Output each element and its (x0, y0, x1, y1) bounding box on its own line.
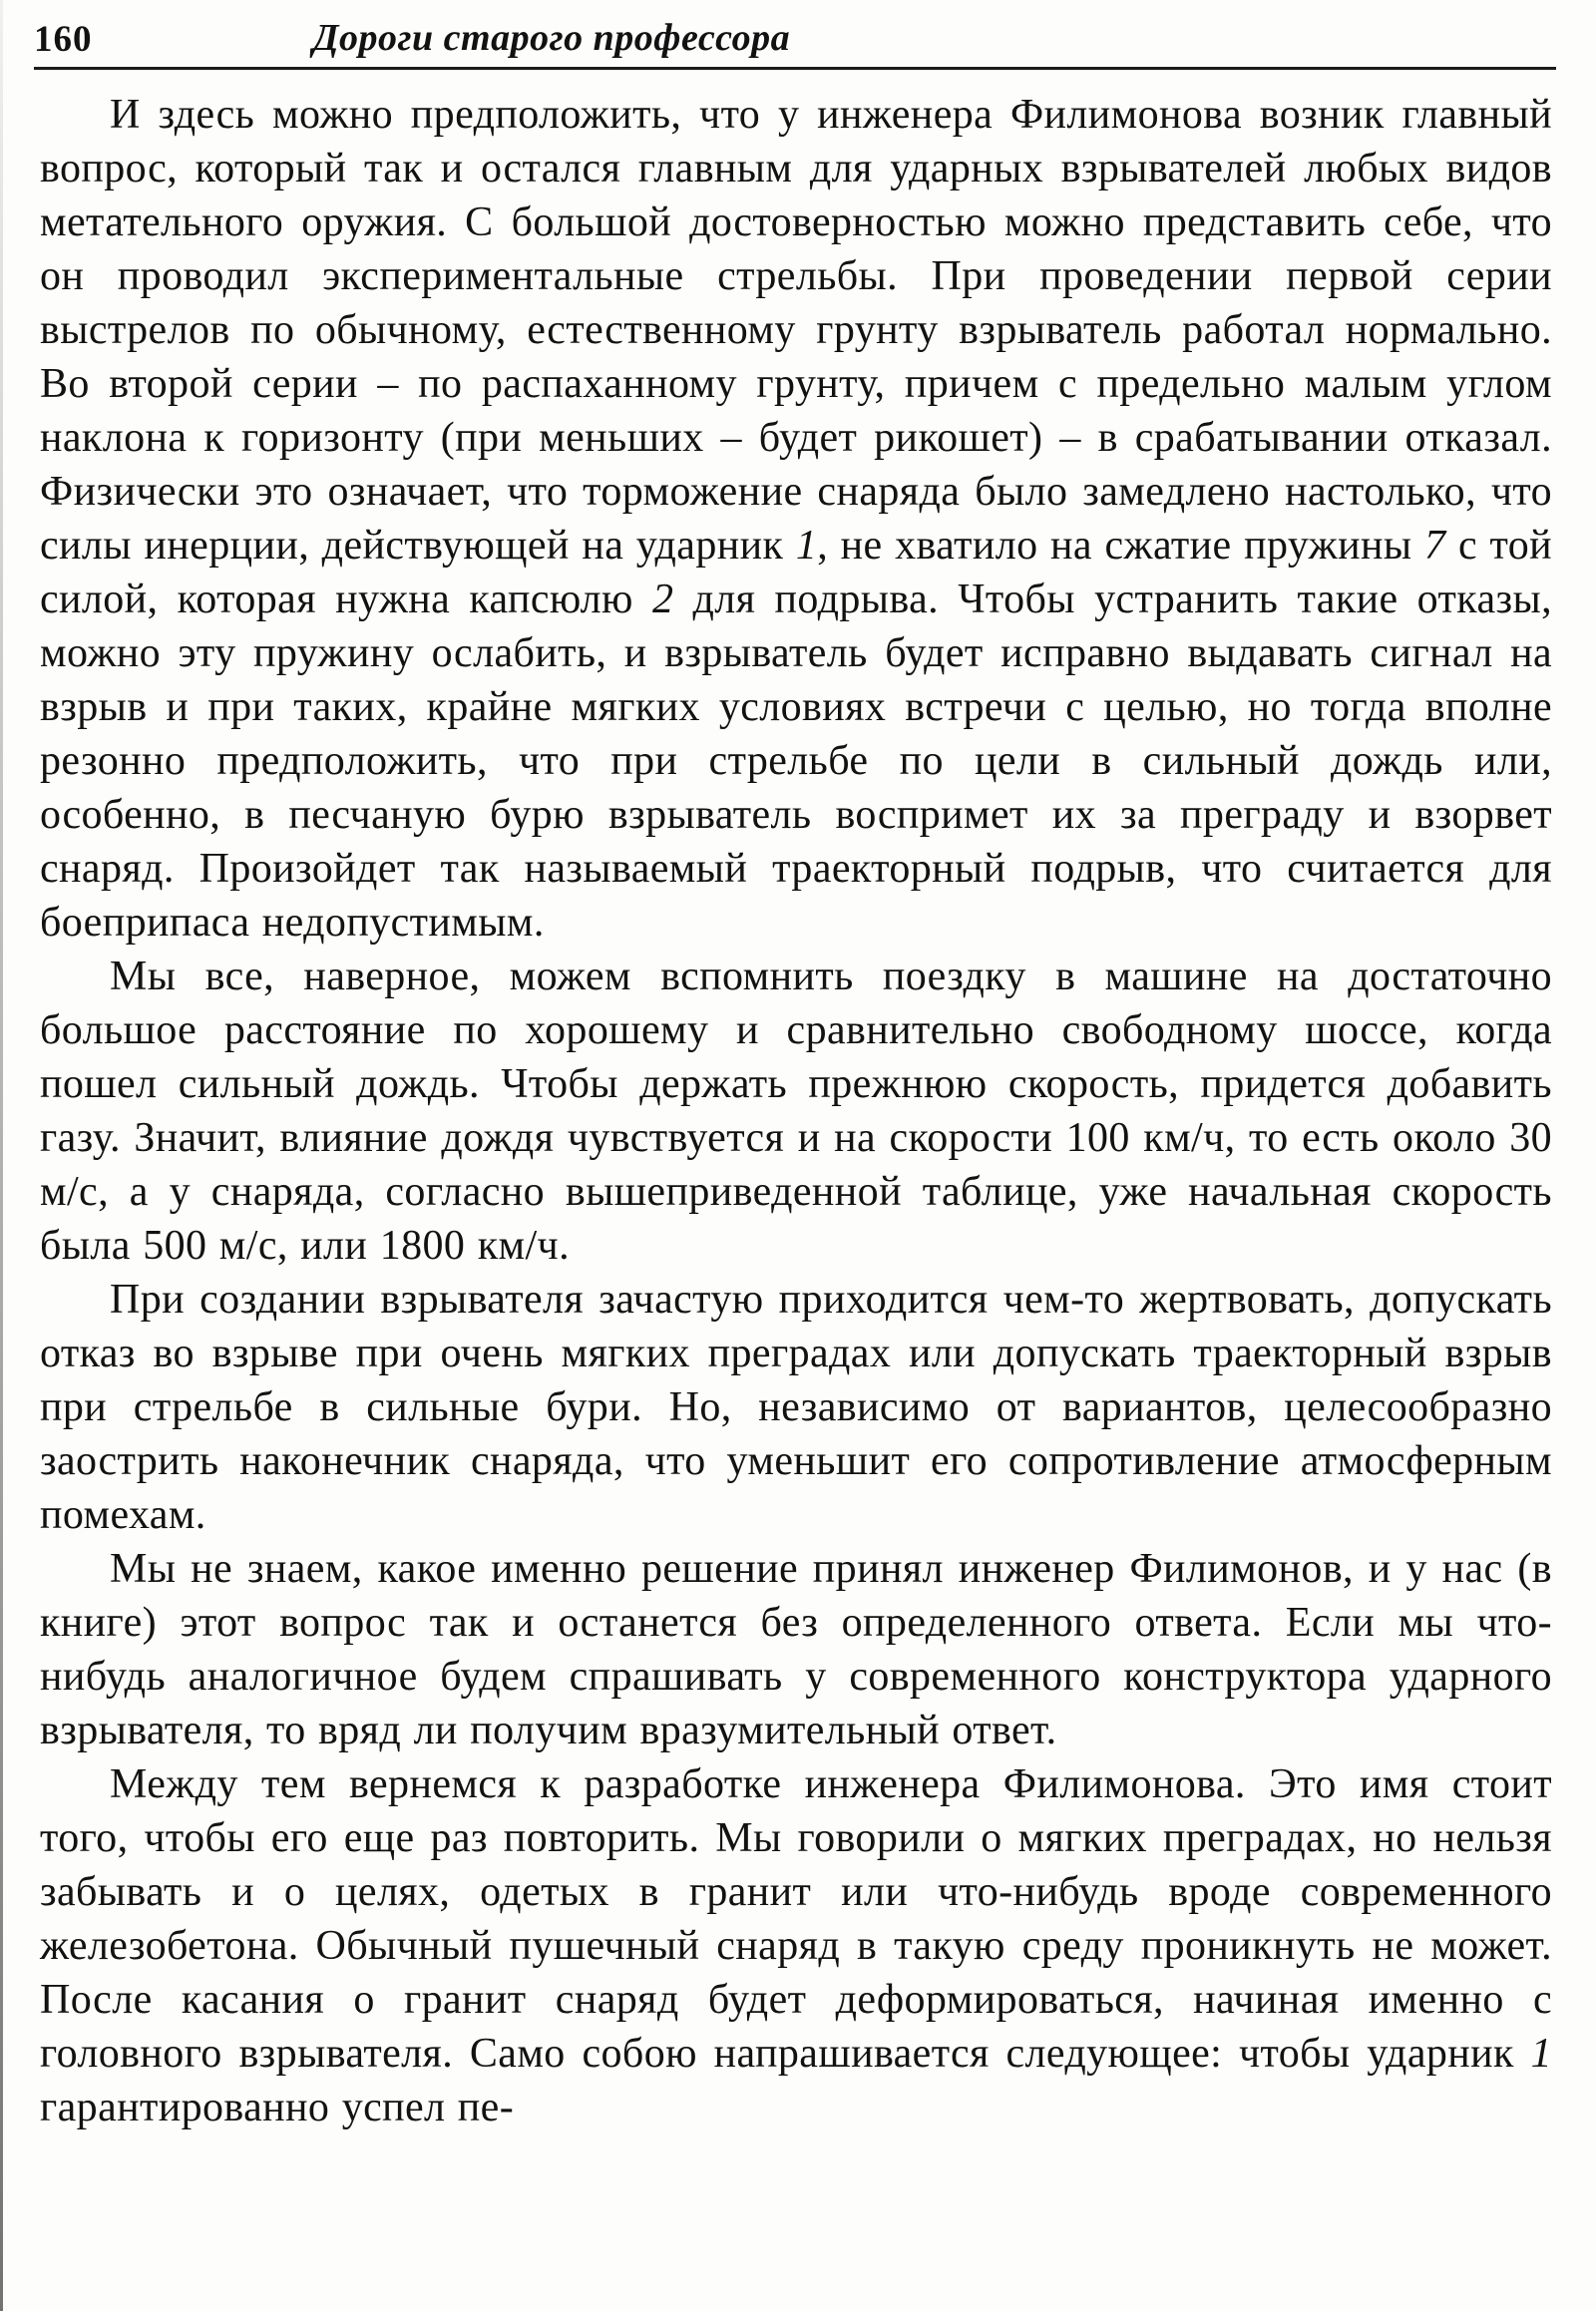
text-run: И здесь можно предположить, что у инженера Филимонова возник главный вопрос, который так и остался главным для ударных взрывателей любых видов метательного оружия. С большой достоверностью можно представить себе, что он проводил экспериментальные стрельбы. При проведении первой серии выстрелов по обычному, естественному грунту взрыватель работал нормально. Во второй серии – по распаханному грунту, причем с предельно малым углом наклона к горизонту (при меньших – будет рикошет) – в срабатывании отказал. Физически это означает, что торможение снаряда было замедлено настолько, что силы инерции, действующей на ударник (40, 92, 1552, 569)
paragraph (40, 1757, 1552, 2134)
text-run: Мы все, наверное, можем вспомнить поездку в машине на достаточно большое расстояние по хорошему и сравнительно свободному шоссе, когда пошел сильный дождь. Чтобы держать прежнюю скорость, придется добавить газу. Значит, влияние дождя чувствуется и на скорости 100 км/ч, то есть около 30 м/с, а у снаряда, согласно вышеприведенной таблице, уже начальная скорость была 500 м/с, или 1800 км/ч. (40, 954, 1552, 1269)
figure-number-ref: 1 (795, 523, 818, 569)
figure-number-ref: 7 (1424, 523, 1446, 569)
figure-number-ref: 2 (651, 577, 674, 622)
page-header (34, 12, 1556, 70)
text-run: для подрыва. Чтобы устранить такие отказы, можно эту пружину ослабить, и взрыватель будет исправно выдавать сигнал на взрыв и при таких, крайне мягких условиях встречи с целью, но тогда вполне резонно предположить, что при стрельбе по цели в сильный дождь или, особенно, в песчаную бурю взрыватель воспримет их за преграду и взорвет снаряд. Произойдет так называемый траекторный подрыв, что считается для боеприпаса недопустимым. (40, 577, 1552, 946)
text-run: гарантированно успел пе- (40, 2085, 515, 2130)
paragraph (40, 1273, 1552, 1542)
paragraph (40, 950, 1552, 1273)
paragraph (40, 1542, 1552, 1757)
paragraph (40, 88, 1552, 950)
figure-number-ref: 1 (1530, 2031, 1552, 2077)
text-run: Мы не знаем, какое именно решение принял инженер Филимонов, и у нас (в книге) этот вопрос так и останется без определенного ответа. Если мы что-нибудь аналогичное будем спрашивать у современного конструктора ударного взрывателя, то вряд ли получим вразумительный ответ. (40, 1546, 1552, 1753)
page-number: 160 (34, 19, 93, 60)
text-body (40, 88, 1552, 2134)
header-rule (34, 67, 1556, 70)
text-run: с той силой, которая нужна капсюлю (40, 523, 1552, 622)
text-run: При создании взрывателя зачастую приходится чем-то жертвовать, допускать отказ во взрыве при очень мягких преградах или допускать траекторный взрыв при стрельбе в сильные бури. Но, независимо от вариантов, целесообразно заострить наконечник снаряда, что уменьшит его сопротивление атмосферным помехам. (40, 1277, 1552, 1538)
scan-edge-artifact (0, 0, 3, 2311)
text-run: , не хватило на сжатие пружины (817, 523, 1425, 569)
text-run: Между тем вернемся к разработке инженера Филимонова. Это имя стоит того, чтобы его еще раз повторить. Мы говорили о мягких преградах, но нельзя забывать и о целях, одетых в гранит или что-нибудь вроде современного железобетона. Обычный пушечный снаряд в такую среду проникнуть не может. После касания о гранит снаряд будет деформироваться, начиная именно с головного взрывателя. Само собою напрашивается следующее: чтобы ударник (40, 1761, 1552, 2077)
running-title: Дороги старого профессора (312, 17, 791, 59)
